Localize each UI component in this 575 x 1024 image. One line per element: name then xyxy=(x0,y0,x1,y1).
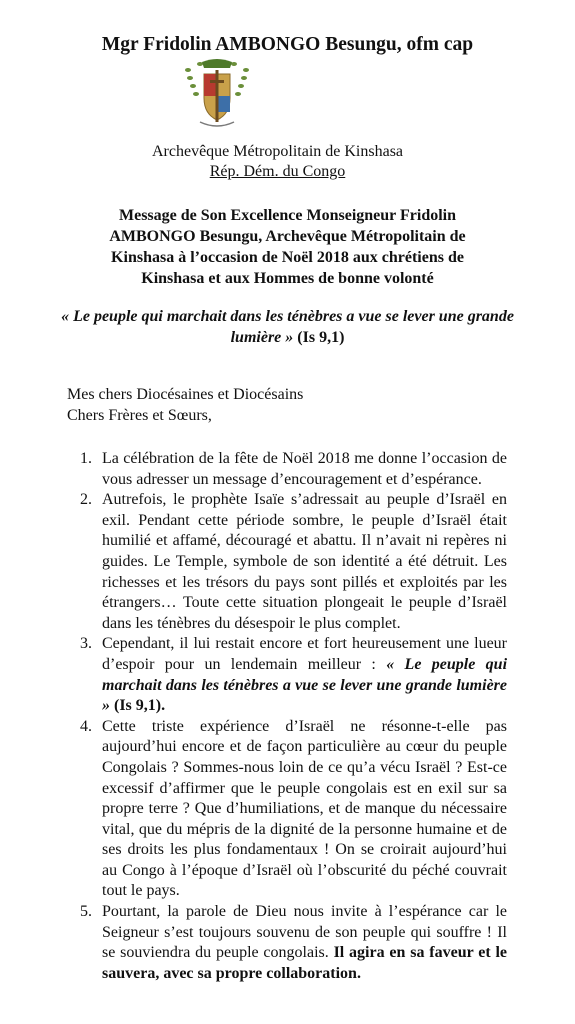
list-item xyxy=(72,634,507,716)
greeting-line-1: Mes chers Diocésaines et Diocésains xyxy=(67,386,304,403)
list-text: Cependant, il lui restait encore et fort heureusement une lueur d’espoir pour un lendemain meilleur : xyxy=(102,635,507,673)
list-text: Autrefois, le prophète Isaïe s’adressait au peuple d’Israël en exil. Pendant cette période sombre, le peuple d’Israël était humilié et affamé, découragé et abattu. Il n’avait ni repères ni guides. Le Temple, symbole de son identité a été détruit. Les richesses et les trésors du pays sont pillés et exploités par les étrangers… Toute cette situation plongeait le peuple d’Israël dans les ténèbres du désespoir le plus complet. xyxy=(102,491,507,632)
list-number: 3. xyxy=(80,635,92,653)
country-name: Rép. Dém. du Congo xyxy=(209,163,346,180)
list-item xyxy=(72,717,507,902)
message-title: Message de Son Excellence Monseigneur Fridolin AMBONGO Besungu, Archevêque Métropolitain de Kinshasa à l’occasion de Noël 2018 aux chrétiens de Kinshasa et aux Hommes de bonne volonté xyxy=(109,207,466,287)
coat-of-arms-icon xyxy=(180,58,254,130)
page-bottom-edge xyxy=(0,1014,575,1024)
list-text: Pourtant, la parole de Dieu nous invite à l’espérance car le Seigneur s’est toujours souvenu de son peuple qui souffre ! Il se souviendra du peuple congolais. xyxy=(102,903,507,962)
list-number: 1. xyxy=(80,450,92,467)
list-reference: (Is 9,1). xyxy=(114,697,166,715)
numbered-list xyxy=(72,449,507,984)
list-item xyxy=(72,902,507,984)
epigraph-reference: (Is 9,1) xyxy=(297,329,345,346)
list-item xyxy=(72,449,507,490)
list-bold-text: Il agira en sa faveur et le sauvera, avec sa propre collaboration. xyxy=(102,944,507,982)
greeting-line-2: Chers Frères et Sœurs, xyxy=(67,407,212,424)
list-number: 4. xyxy=(80,717,92,735)
list-number: 5. xyxy=(80,903,92,921)
list-quote: « Le peuple qui marchait dans les ténèbres a vue se lever une grande lumière » xyxy=(102,655,508,715)
epigraph xyxy=(60,306,515,348)
archbishop-title: Archevêque Métropolitain de Kinshasa xyxy=(151,143,404,160)
author-title: Mgr Fridolin AMBONGO Besungu, ofm cap xyxy=(101,34,474,55)
list-item xyxy=(72,490,507,634)
epigraph-text: « Le peuple qui marchait dans les ténèbres a vue se lever une grande lumière » xyxy=(61,308,514,346)
list-text: La célébration de la fête de Noël 2018 me donne l’occasion de vous adresser un message d’encouragement et d’espérance. xyxy=(102,450,507,488)
list-number: 2. xyxy=(80,491,92,509)
list-text: Cette triste expérience d’Israël ne résonne-t-elle pas aujourd’hui encore et de façon particulière au cœur du peuple Congolais ? Sommes-nous loin de ce qu’a vécu Israël ? Est-ce excessif d’affirmer que le peuple congolais est en exil sur sa propre terre ? Que d’humiliations, et de manque du nécessaire vital, que du mépris de la dignité de la personne humaine et de ses droits les plus fondamentaux ! On se croirait aujourd’hui au Congo à l’époque d’Israël où l’obscurité du péché couvrait tout le pays. xyxy=(102,717,507,900)
